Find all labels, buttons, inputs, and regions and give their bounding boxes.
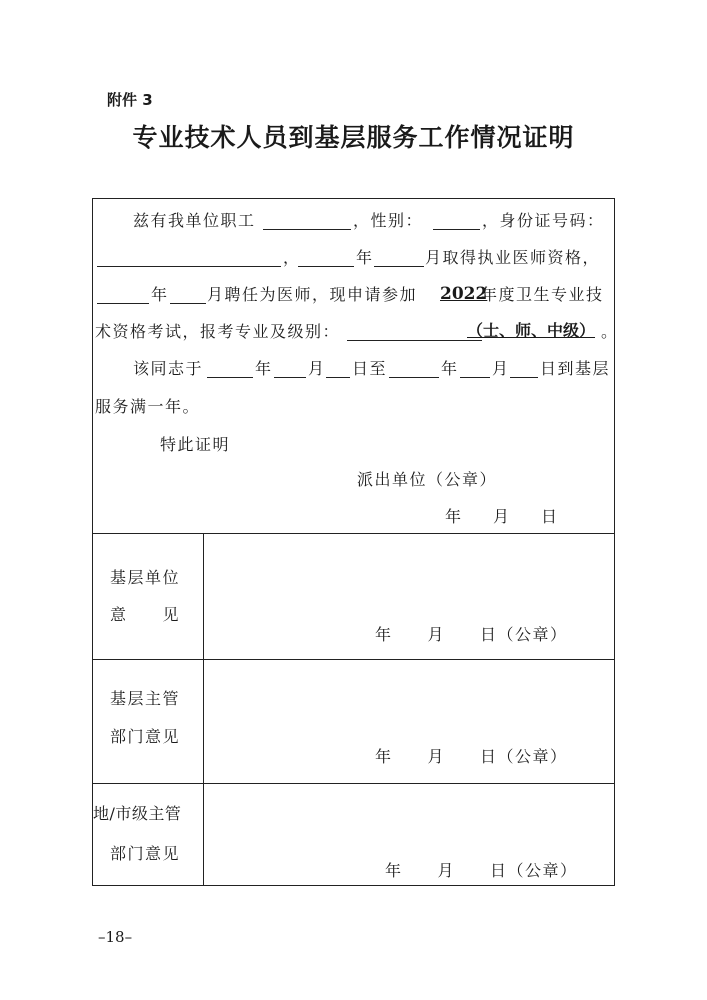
hire-month-field[interactable] bbox=[170, 303, 206, 304]
column-divider bbox=[203, 533, 204, 885]
service-complete-text: 服务满一年。 bbox=[95, 397, 201, 416]
grassroots-authority-label: 基层主管 bbox=[110, 689, 181, 708]
year-text: 年 bbox=[441, 359, 459, 378]
dispatch-unit-seal: 派出单位（公章） bbox=[357, 470, 498, 489]
city-authority-label: 地/市级主管 bbox=[93, 804, 182, 823]
start-year-field[interactable] bbox=[207, 377, 253, 378]
license-text: 月取得执业医师资格， bbox=[425, 248, 601, 267]
hire-year-field[interactable] bbox=[97, 303, 149, 304]
employee-intro-text: 兹有我单位职工 bbox=[133, 211, 256, 230]
date-day: 日 bbox=[541, 507, 559, 526]
period-text: 。 bbox=[601, 322, 618, 341]
certificate-form bbox=[92, 198, 618, 886]
divider bbox=[93, 533, 614, 534]
license-month-field[interactable] bbox=[374, 266, 424, 267]
end-day-field[interactable] bbox=[510, 377, 538, 378]
id-number-label: ，身份证号码： bbox=[482, 211, 605, 230]
license-year-field[interactable] bbox=[298, 266, 354, 267]
gender-field[interactable] bbox=[433, 229, 480, 230]
year-text: 年 bbox=[255, 359, 273, 378]
opinion-label: 意 见 bbox=[110, 605, 181, 624]
page-number: –18– bbox=[98, 928, 133, 946]
year-text: 年 bbox=[356, 248, 374, 267]
until-text: 日至 bbox=[352, 359, 388, 378]
document-title: 专业技术人员到基层服务工作情况证明 bbox=[132, 123, 575, 152]
row-date-seal: 年 月 日（公章） bbox=[385, 861, 578, 880]
date-month: 月 bbox=[493, 507, 511, 526]
exam-year: 2022 bbox=[440, 284, 488, 304]
gender-label: ，性别： bbox=[353, 211, 424, 230]
comma-text: ， bbox=[283, 248, 301, 267]
service-text: 日到基层 bbox=[540, 359, 611, 378]
date-year: 年 bbox=[445, 507, 463, 526]
hire-text: 月聘任为医师，现申请参加 bbox=[207, 285, 418, 304]
level-options: （士、师、中级） bbox=[467, 321, 596, 340]
hereby-certify-text: 特此证明 bbox=[160, 435, 231, 454]
department-opinion-label: 部门意见 bbox=[110, 844, 181, 863]
end-month-field[interactable] bbox=[460, 377, 490, 378]
service-intro-text: 该同志于 bbox=[133, 359, 204, 378]
department-opinion-label: 部门意见 bbox=[110, 727, 181, 746]
month-text: 月 bbox=[308, 359, 326, 378]
id-number-field[interactable] bbox=[97, 266, 281, 267]
year-text: 年 bbox=[151, 285, 169, 304]
attachment-label: 附件 3 bbox=[107, 91, 153, 109]
specialty-label: 术资格考试，报考专业及级别： bbox=[95, 322, 341, 341]
month-text: 月 bbox=[492, 359, 510, 378]
end-year-field[interactable] bbox=[389, 377, 439, 378]
start-day-field[interactable] bbox=[326, 377, 350, 378]
employee-name-field[interactable] bbox=[263, 229, 351, 230]
divider bbox=[93, 783, 614, 784]
row-date-seal: 年 月 日（公章） bbox=[375, 747, 568, 766]
divider bbox=[93, 659, 614, 660]
exam-text: 年度卫生专业技 bbox=[481, 285, 604, 304]
start-month-field[interactable] bbox=[274, 377, 306, 378]
specialty-field[interactable] bbox=[347, 340, 482, 341]
row-date-seal: 年 月 日（公章） bbox=[375, 625, 568, 644]
grassroots-unit-label: 基层单位 bbox=[110, 568, 181, 587]
